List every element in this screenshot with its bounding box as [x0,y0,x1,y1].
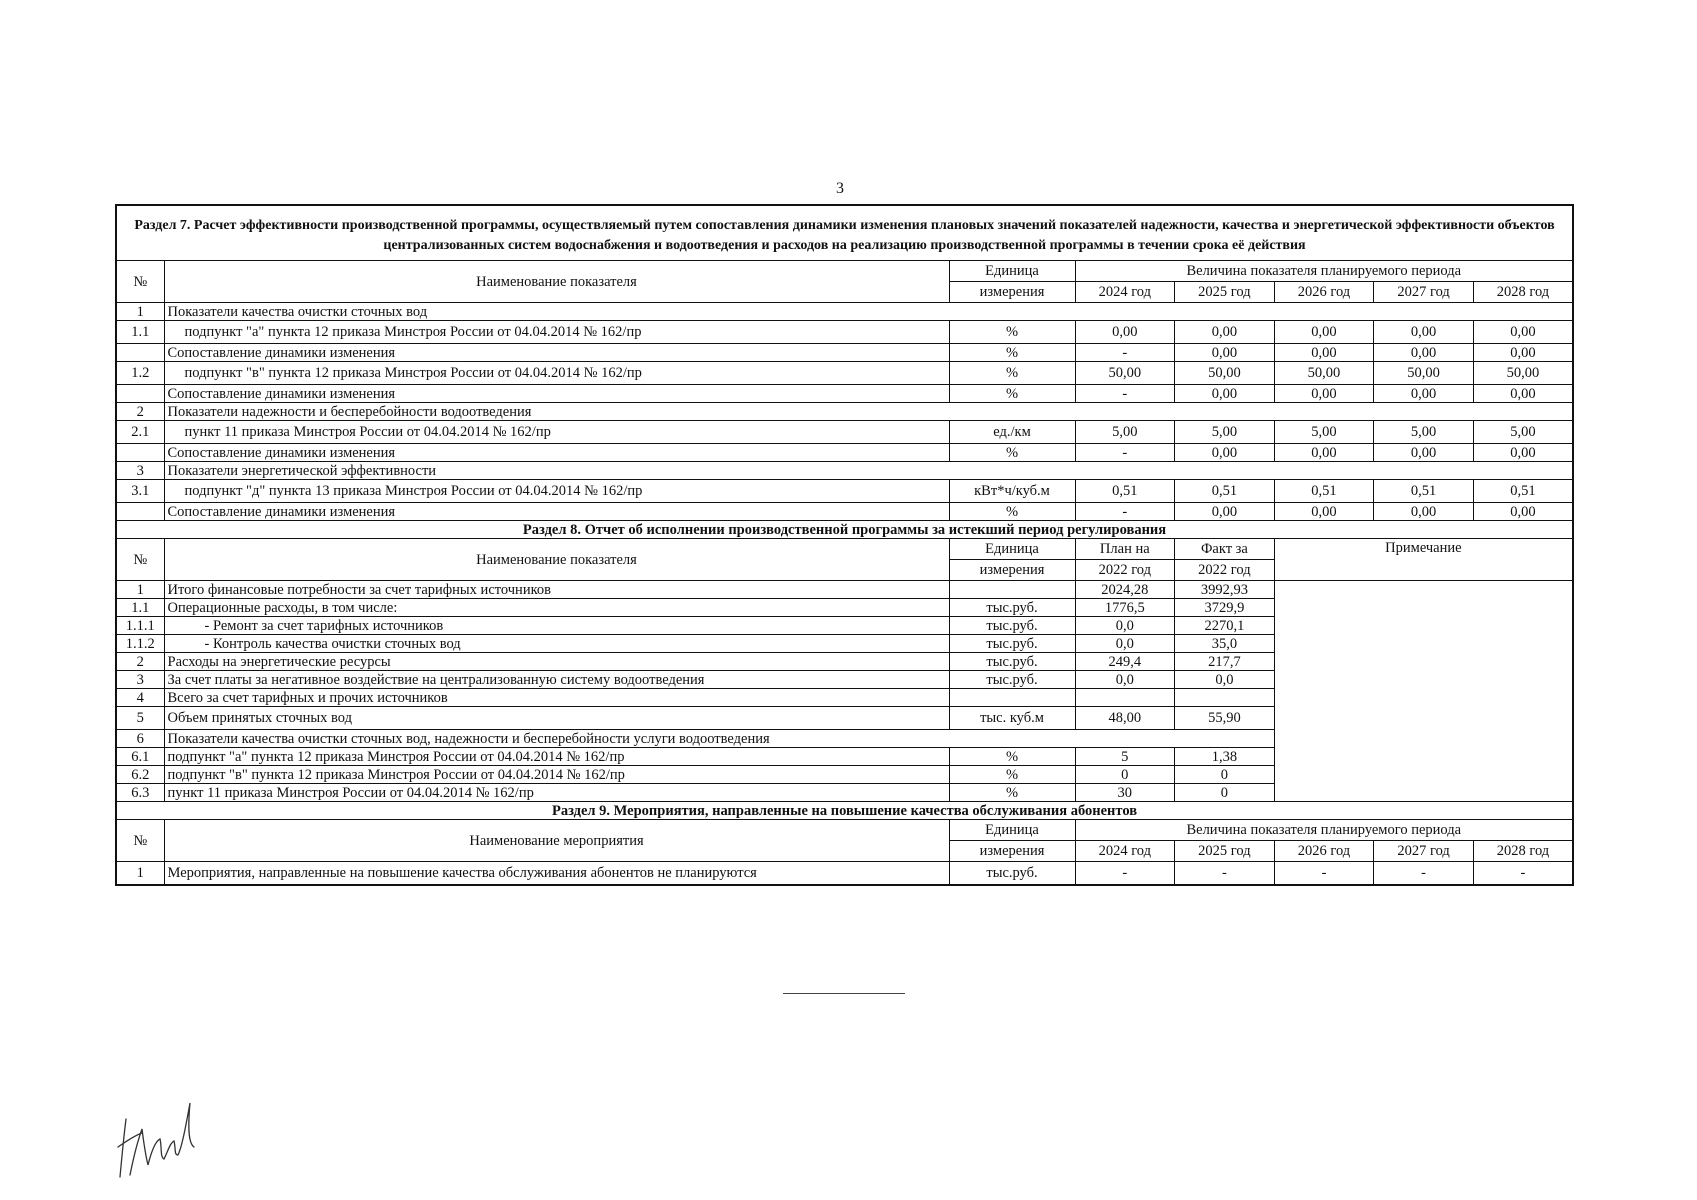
row-value: 50,00 [1274,362,1374,385]
row-value: 0,51 [1274,480,1374,503]
col-plan-header: План на [1075,539,1175,560]
row-fact: 3729,9 [1175,599,1275,617]
table-row [116,385,1573,403]
col-unit-header-2: измерения [949,841,1075,862]
year-header: 2026 год [1274,282,1374,303]
section9-header-row-1 [116,820,1573,841]
row-name: За счет платы за негативное воздействие на централизованную систему водоотведения [164,671,949,689]
table-row [116,862,1573,886]
row-unit: % [949,321,1075,344]
row-number: 3.1 [116,480,164,503]
col-note-header: Примечание [1274,539,1573,581]
row-value: 0,00 [1473,385,1573,403]
row-unit: % [949,444,1075,462]
row-unit: ед./км [949,421,1075,444]
row-value: 0,51 [1473,480,1573,503]
year-header: 2026 год [1274,841,1374,862]
row-fact: 0 [1175,784,1275,802]
row-unit: тыс.руб. [949,862,1075,886]
row-name: подпункт "в" пункта 12 приказа Минстроя России от 04.04.2014 № 162/пр [164,362,949,385]
row-name: Мероприятия, направленные на повышение качества обслуживания абонентов не планируются [164,862,949,886]
row-name: Сопоставление динамики изменения [164,503,949,521]
note-cell [1274,581,1573,802]
row-number: 1.1.1 [116,617,164,635]
year-header: 2027 год [1374,282,1474,303]
table-row [116,462,1573,480]
row-fact: 1,38 [1175,748,1275,766]
row-value: - [1175,862,1275,886]
row-number: 1.2 [116,362,164,385]
row-value: 0,00 [1473,503,1573,521]
row-value: - [1075,385,1175,403]
row-value: 0,00 [1274,444,1374,462]
row-plan: 30 [1075,784,1175,802]
row-value: 0,00 [1374,503,1474,521]
row-name: Показатели качества очистки сточных вод, надежности и бесперебойности услуги водоотведения [164,730,1274,748]
row-name: - Ремонт за счет тарифных источников [164,617,949,635]
table-row [116,403,1573,421]
row-fact [1175,689,1275,707]
row-value: 0,00 [1175,444,1275,462]
col-unit-header-2: измерения [949,560,1075,581]
row-number [116,385,164,403]
section9-title: Раздел 9. Мероприятия, направленные на повышение качества обслуживания абонентов [116,802,1573,820]
row-name: - Контроль качества очистки сточных вод [164,635,949,653]
row-value: 50,00 [1175,362,1275,385]
col-unit-header: Единица [949,261,1075,282]
table-row [116,581,1573,599]
row-unit: тыс.руб. [949,671,1075,689]
document-table [115,204,1574,886]
row-fact: 0 [1175,766,1275,784]
row-name: подпункт "а" пункта 12 приказа Минстроя России от 04.04.2014 № 162/пр [164,321,949,344]
row-number: 1 [116,303,164,321]
row-unit: % [949,503,1075,521]
row-number: 3 [116,671,164,689]
row-unit: % [949,748,1075,766]
col-num-header: № [116,820,164,862]
row-number: 6 [116,730,164,748]
row-value: 5,00 [1075,421,1175,444]
year-header: 2025 год [1175,282,1275,303]
col-name-header: Наименование показателя [164,539,949,581]
row-value: 0,51 [1175,480,1275,503]
row-number: 2 [116,403,164,421]
col-num-header: № [116,539,164,581]
row-number: 6.3 [116,784,164,802]
row-name: Операционные расходы, в том числе: [164,599,949,617]
row-value: - [1473,862,1573,886]
year-header: 2024 год [1075,841,1175,862]
row-value: - [1374,862,1474,886]
row-plan: 0 [1075,766,1175,784]
row-value: 0,00 [1473,444,1573,462]
row-name: Сопоставление динамики изменения [164,444,949,462]
row-number: 1 [116,581,164,599]
row-value: 5,00 [1473,421,1573,444]
row-number: 5 [116,707,164,730]
row-value: 5,00 [1175,421,1275,444]
row-value: - [1075,862,1175,886]
row-value: 0,51 [1374,480,1474,503]
col-plan-header-2: 2022 год [1075,560,1175,581]
row-value: 0,00 [1075,321,1175,344]
row-value: 0,00 [1175,344,1275,362]
row-number [116,444,164,462]
col-unit-header: Единица [949,820,1075,841]
row-number: 2.1 [116,421,164,444]
row-number: 1 [116,862,164,886]
section9-title-row [116,802,1573,820]
row-value: 0,00 [1175,321,1275,344]
year-header: 2024 год [1075,282,1175,303]
row-unit: % [949,344,1075,362]
row-unit: тыс.руб. [949,599,1075,617]
row-unit [949,581,1075,599]
row-value: 50,00 [1473,362,1573,385]
col-fact-header-2: 2022 год [1175,560,1275,581]
row-number: 1.1 [116,321,164,344]
row-plan: 0,0 [1075,635,1175,653]
row-value: - [1075,444,1175,462]
row-number: 4 [116,689,164,707]
row-value: 0,00 [1374,444,1474,462]
row-value: 0,00 [1473,344,1573,362]
row-unit: % [949,385,1075,403]
row-plan: 48,00 [1075,707,1175,730]
row-name: пункт 11 приказа Минстроя России от 04.04.2014 № 162/пр [164,421,949,444]
row-name: подпункт "в" пункта 12 приказа Минстроя России от 04.04.2014 № 162/пр [164,766,949,784]
row-number: 6.1 [116,748,164,766]
row-name: подпункт "а" пункта 12 приказа Минстроя России от 04.04.2014 № 162/пр [164,748,949,766]
row-fact: 217,7 [1175,653,1275,671]
row-value: 0,51 [1075,480,1175,503]
table-row [116,480,1573,503]
row-number: 2 [116,653,164,671]
row-value: 0,00 [1175,385,1275,403]
table-row [116,421,1573,444]
row-value: - [1274,862,1374,886]
col-unit-header-2: измерения [949,282,1075,303]
section8-title-row [116,521,1573,539]
row-plan: 0,0 [1075,617,1175,635]
col-name-header: Наименование показателя [164,261,949,303]
row-value: 0,00 [1374,385,1474,403]
row-name: Всего за счет тарифных и прочих источников [164,689,949,707]
row-number [116,503,164,521]
row-number [116,344,164,362]
footer-rule [783,993,905,994]
section7-header-row-1 [116,261,1573,282]
row-number: 3 [116,462,164,480]
row-unit [949,689,1075,707]
row-value: 5,00 [1374,421,1474,444]
table-row [116,362,1573,385]
row-unit: % [949,362,1075,385]
section8-body [116,581,1573,802]
year-header: 2028 год [1473,282,1573,303]
row-value: 0,00 [1473,321,1573,344]
row-unit: тыс.руб. [949,635,1075,653]
row-value: 0,00 [1175,503,1275,521]
row-value: 50,00 [1374,362,1474,385]
row-plan: 5 [1075,748,1175,766]
col-unit-header: Единица [949,539,1075,560]
row-name: Показатели энергетической эффективности [164,462,1573,480]
row-value: 5,00 [1274,421,1374,444]
col-name-header: Наименование мероприятия [164,820,949,862]
row-number: 1.1 [116,599,164,617]
row-name: Сопоставление динамики изменения [164,385,949,403]
col-fact-header: Факт за [1175,539,1275,560]
col-period-header: Величина показателя планируемого периода [1075,261,1573,282]
row-plan: 249,4 [1075,653,1175,671]
row-name: Сопоставление динамики изменения [164,344,949,362]
table-row [116,344,1573,362]
row-fact: 35,0 [1175,635,1275,653]
row-plan: 2024,28 [1075,581,1175,599]
row-name: Показатели надежности и бесперебойности водоотведения [164,403,1573,421]
row-fact: 2270,1 [1175,617,1275,635]
row-name: Расходы на энергетические ресурсы [164,653,949,671]
handwritten-signature [108,1085,218,1185]
col-period-header: Величина показателя планируемого периода [1075,820,1573,841]
table-row [116,321,1573,344]
row-unit: % [949,784,1075,802]
section8-header-row-1 [116,539,1573,560]
row-name: Показатели качества очистки сточных вод [164,303,1573,321]
row-value: 50,00 [1075,362,1175,385]
table-row [116,303,1573,321]
row-value: 0,00 [1274,385,1374,403]
row-unit: тыс.руб. [949,653,1075,671]
section7-title-row [116,205,1573,261]
row-plan: 0,0 [1075,671,1175,689]
section9-body [116,862,1573,886]
table-row [116,444,1573,462]
table-row [116,503,1573,521]
row-value: - [1075,344,1175,362]
row-name: Объем принятых сточных вод [164,707,949,730]
row-name: Итого финансовые потребности за счет тарифных источников [164,581,949,599]
col-num-header: № [116,261,164,303]
row-unit: тыс.руб. [949,617,1075,635]
row-value: 0,00 [1374,321,1474,344]
row-name: подпункт "д" пункта 13 приказа Минстроя России от 04.04.2014 № 162/пр [164,480,949,503]
row-unit: тыс. куб.м [949,707,1075,730]
row-value: 0,00 [1274,503,1374,521]
row-unit: кВт*ч/куб.м [949,480,1075,503]
row-plan [1075,689,1175,707]
section7-title: Раздел 7. Расчет эффективности производственной программы, осуществляемый путем сопоставления динамики изменения плановых значений показателей надежности, качества и энергетической эффективности объектов централизованных систем водоснабжения и водоотведения и расходов на реализацию производственной программы в течении срока её действия [116,205,1573,261]
row-number: 6.2 [116,766,164,784]
row-value: 0,00 [1374,344,1474,362]
section7-body [116,303,1573,521]
section8-title: Раздел 8. Отчет об исполнении производственной программы за истекший период регулирования [116,521,1573,539]
row-fact: 55,90 [1175,707,1275,730]
year-header: 2027 год [1374,841,1474,862]
year-header: 2025 год [1175,841,1275,862]
row-fact: 0,0 [1175,671,1275,689]
page-number: 3 [836,180,844,197]
row-value: 0,00 [1274,321,1374,344]
row-number: 1.1.2 [116,635,164,653]
year-header: 2028 год [1473,841,1573,862]
row-plan: 1776,5 [1075,599,1175,617]
row-unit: % [949,766,1075,784]
row-name: пункт 11 приказа Минстроя России от 04.04.2014 № 162/пр [164,784,949,802]
row-value: - [1075,503,1175,521]
row-value: 0,00 [1274,344,1374,362]
row-fact: 3992,93 [1175,581,1275,599]
